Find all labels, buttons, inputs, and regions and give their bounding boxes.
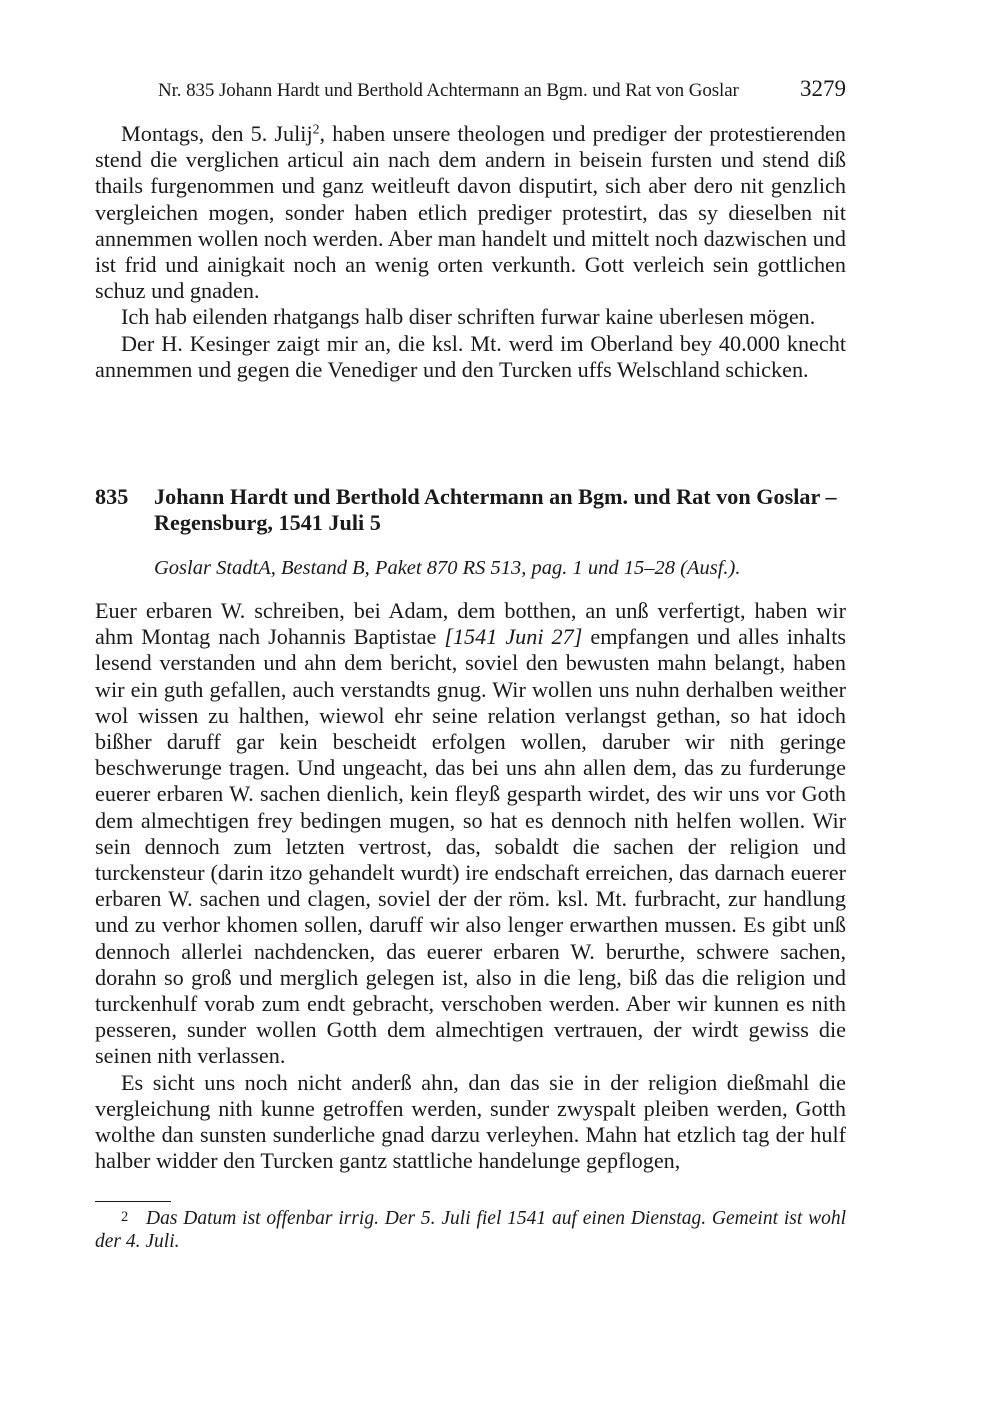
document-title: Johann Hardt und Berthold Achtermann an Bgm. und Rat von Goslar – Regensburg, 1541 Juli 5 xyxy=(154,484,837,536)
paragraph-text: Euer erbaren W. schreiben, bei Adam, dem botthen, an unß verfertigt, haben wir ahm Montag nach Johannis Baptistae xyxy=(95,598,846,650)
text-block-previous-document xyxy=(95,121,846,383)
footnote-mark: 2 xyxy=(121,1209,129,1225)
paragraph-text: empfangen und alles inhalts lesend verstanden und ahn dem bericht, soviel den bewusten mahn belangt, haben wir ein guth gefallen, auch verstandts gnug. Wir wollen uns nuhn derhalben weither wol wissen zu halthen, wiewol ehr seine relation verlangst gethan, so hat idoch bißher daruff gar kein bescheidt erfolgen wollen, daruber wir nith geringe beschwerunge tragen. Und ungeacht, das bei uns ahn allen dem, das zu furderunge euerer erbaren W. sachen dienlich, kein fleyß gesparth wirdet, des wir uns vor Goth dem almechtigen frey bedingen mugen, so hat es dennoch nith helfen wollen. Wir sein dennoch zum letzten vertrost, das, sobaldt die sachen der religion und turckensteur (darin itzo gehandelt wurdt) ire endschaft erreichen, das darnach euerer erbaren W. sachen und clagen, soviel der der röm. ksl. Mt. furbracht, zur handlung und zu verhor khomen sollen, daruff wir also lenger erwarthen mussen. Es gibt unß dennoch allerlei nachdencken, das euerer erbaren W. berurthe, schwere sachen, dorahn so groß und merglich gelegen ist, also in die leng, biß das die religion und turckenhulf vorab zum endt gebracht, verschoben werden. Aber wir kunnen es nith pesseren, sunder wollen Gotth dem almechtigen vertrauen, der wirdt gewiss die seinen nith verlassen. xyxy=(95,624,847,1069)
paragraph-text: , haben unsere theologen und prediger der protestierenden stend die verglichen articul ain nach dem andern in beisein fursten und stend diß thails furgenommen und ganz weitleuft davon disputirt, sich aber dero nit genzlich vergleichen mogen, sonder haben etlich prediger protestirt, das sy dieselben nit annemmen wollen noch werden. Aber man handelt und mittelt noch dazwischen und ist frid und ainigkait noch an wenig orten verkunth. Gott verleich sein gottlichen schuz und gnaden. xyxy=(95,121,846,304)
footnote-divider xyxy=(95,1201,171,1202)
paragraph-text: Montags, den 5. Julij xyxy=(121,121,313,146)
document-number: 835 xyxy=(95,484,129,509)
paragraph: Der H. Kesinger zaigt mir an, die ksl. Mt. werd im Oberland bey 40.000 knecht annemmen und gegen die Venediger und den Turcken uffs Welschland schicken. xyxy=(95,330,846,382)
page-number: 3279 xyxy=(800,76,846,101)
paragraph xyxy=(95,598,846,1070)
source-citation: Goslar StadtA, Bestand B, Paket 870 RS 513, pag. 1 und 15–28 (Ausf.). xyxy=(154,557,741,579)
running-head-title: Nr. 835 Johann Hardt und Berthold Achtermann an Bgm. und Rat von Goslar xyxy=(158,80,739,101)
footnote-reference: 2 xyxy=(312,121,320,137)
text-block-document-835 xyxy=(95,598,846,1174)
editorial-date: [1541 Juni 27] xyxy=(444,624,583,650)
paragraph: Ich hab eilenden rhatgangs halb diser schriften furwar kaine uberlesen mögen. xyxy=(121,304,816,330)
document-heading xyxy=(95,484,846,536)
paragraph xyxy=(95,121,846,304)
footnote xyxy=(95,1208,846,1253)
footnote-text: Das Datum ist offenbar irrig. Der 5. Juli fiel 1541 auf einen Dienstag. Gemeint ist wohl der 4. Juli. xyxy=(95,1208,846,1252)
paragraph: Es sicht uns noch nicht anderß ahn, dan das sie in der religion dießmahl die vergleichung nith kunne getroffen werden, sunder zwyspalt pleiben werden, Gotth wolthe dan sunsten sunderliche gnad darzu verleyhen. Mahn hat etzlich tag der hulf halber widder den Turcken gantz stattliche handelunge gepflogen, xyxy=(95,1069,846,1174)
